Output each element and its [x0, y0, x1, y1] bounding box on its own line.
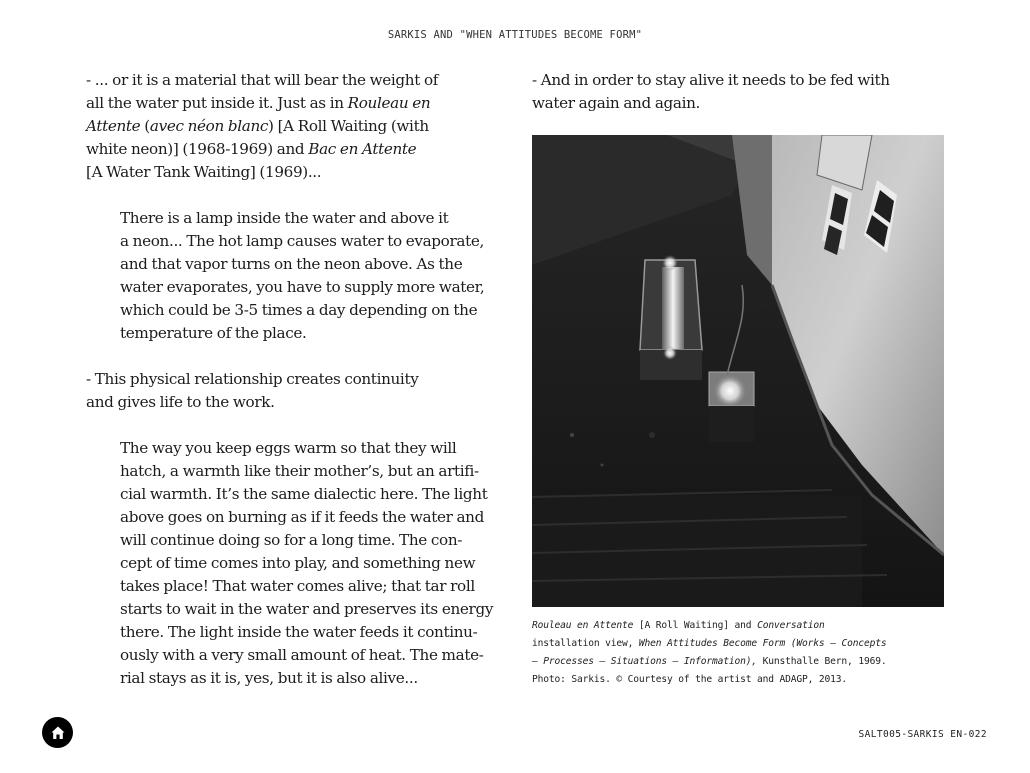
text-line	[86, 207, 506, 230]
text-line	[532, 617, 952, 635]
text-line	[86, 575, 506, 598]
text-run: hatch, a warmth like their mother’s, but an artifi-	[120, 462, 479, 480]
text-run: starts to wait in the water and preserves its energy	[120, 600, 494, 618]
home-button[interactable]	[42, 717, 73, 748]
photo-drawing	[532, 135, 944, 607]
text-run: (	[140, 117, 150, 135]
text-line	[86, 621, 506, 644]
text-run: The way you keep eggs warm so that they will	[120, 439, 457, 457]
italic-title: Conversation	[757, 620, 825, 631]
left-column	[86, 69, 506, 690]
text-run: a neon... The hot lamp causes water to evaporate,	[120, 232, 484, 250]
text-run: installation view,	[532, 638, 639, 649]
text-line	[86, 253, 506, 276]
text-line	[532, 69, 947, 92]
text-line	[86, 391, 506, 414]
text-run: temperature of the place.	[120, 324, 307, 342]
text-line	[86, 276, 506, 299]
text-line	[86, 529, 506, 552]
italic-title: avec néon blanc	[149, 117, 269, 135]
text-run: white neon)] (1968-1969) and	[86, 140, 309, 158]
text-line	[86, 230, 506, 253]
text-line	[86, 483, 506, 506]
paragraph	[532, 69, 947, 115]
text-run: will continue doing so for a long time. The con-	[120, 531, 463, 549]
text-line	[86, 644, 506, 667]
italic-title: – Processes – Situations – Information),	[532, 656, 758, 667]
page-folio: SALT005-SARKIS EN-022	[858, 729, 987, 740]
text-line	[86, 115, 506, 138]
text-run: above goes on burning as if it feeds the water and	[120, 508, 484, 526]
text-line	[86, 161, 506, 184]
paragraph	[86, 437, 506, 690]
paragraph	[86, 207, 506, 345]
text-run: water evaporates, you have to supply more water,	[120, 278, 485, 296]
text-run: ously with a very small amount of heat. The mate-	[120, 646, 484, 664]
text-line	[86, 506, 506, 529]
text-run: ) [A Roll Waiting (with	[268, 117, 429, 135]
text-line	[86, 69, 506, 92]
text-run: - ... or it is a material that will bear the weight of	[86, 71, 439, 89]
text-run: Photo: Sarkis. © Courtesy of the artist and ADAGP, 2013.	[532, 674, 848, 685]
text-line	[86, 299, 506, 322]
text-line	[532, 635, 952, 653]
text-run: [A Water Tank Waiting] (1969)...	[86, 163, 322, 181]
text-run: and that vapor turns on the neon above. As the	[120, 255, 463, 273]
text-run: all the water put inside it. Just as in	[86, 94, 348, 112]
text-run: takes place! That water comes alive; that tar roll	[120, 577, 475, 595]
text-line	[86, 322, 506, 345]
text-run: - And in order to stay alive it needs to be fed with	[532, 71, 890, 89]
installation-photo	[532, 135, 944, 607]
italic-title: Rouleau en Attente	[532, 620, 634, 631]
text-line	[532, 92, 947, 115]
text-run: [A Roll Waiting] and	[633, 620, 758, 631]
italic-title: When Attitudes Become Form (Works – Concepts	[638, 638, 887, 649]
text-run: and gives life to the work.	[86, 393, 275, 411]
paragraph	[86, 69, 506, 184]
text-run: - This physical relationship creates continuity	[86, 370, 419, 388]
text-line	[532, 671, 952, 689]
home-icon	[50, 725, 66, 741]
text-run: cept of time comes into play, and something new	[120, 554, 476, 572]
text-line	[86, 460, 506, 483]
text-run: there. The light inside the water feeds it continu-	[120, 623, 478, 641]
text-run: Kunsthalle Bern, 1969.	[757, 656, 887, 667]
running-title: SARKIS AND "WHEN ATTITUDES BECOME FORM"	[387, 29, 643, 41]
text-line	[86, 667, 506, 690]
text-line	[86, 92, 506, 115]
text-run: rial stays as it is, yes, but it is also alive...	[120, 669, 418, 687]
italic-title: Attente	[86, 117, 141, 135]
text-run: which could be 3-5 times a day depending on the	[120, 301, 478, 319]
text-line	[86, 437, 506, 460]
paragraph	[86, 368, 506, 414]
figure-caption	[532, 617, 952, 689]
text-line	[86, 138, 506, 161]
italic-title: Rouleau en	[347, 94, 431, 112]
text-line	[532, 653, 952, 671]
right-column	[532, 69, 947, 115]
text-run: cial warmth. It’s the same dialectic here. The light	[120, 485, 488, 503]
text-line	[86, 552, 506, 575]
italic-title: Bac en Attente	[308, 140, 417, 158]
text-run: There is a lamp inside the water and above it	[120, 209, 449, 227]
text-line	[86, 368, 506, 391]
text-line	[86, 598, 506, 621]
text-run: water again and again.	[532, 94, 701, 112]
